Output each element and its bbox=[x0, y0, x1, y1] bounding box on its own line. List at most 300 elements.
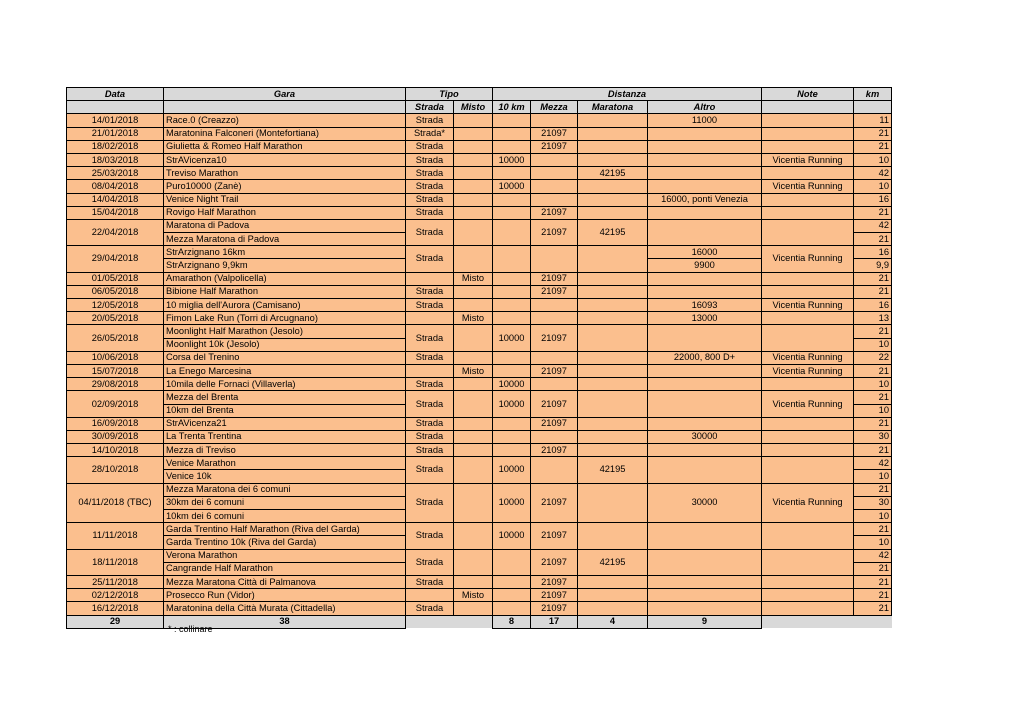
maratona-cell bbox=[578, 364, 648, 377]
note-cell bbox=[762, 127, 854, 140]
strada-cell: Strada bbox=[406, 193, 454, 206]
mezza-cell: 21097 bbox=[531, 391, 578, 417]
altro-cell bbox=[648, 575, 762, 588]
date-cell: 08/04/2018 bbox=[67, 180, 164, 193]
maratona-cell bbox=[578, 272, 648, 285]
km-cell: 10 bbox=[854, 536, 892, 549]
ten-km-cell bbox=[493, 444, 531, 457]
date-cell: 10/06/2018 bbox=[67, 351, 164, 364]
mezza-cell: 21097 bbox=[531, 549, 578, 575]
misto-cell bbox=[454, 549, 493, 575]
km-cell: 21 bbox=[854, 444, 892, 457]
note-cell bbox=[762, 312, 854, 325]
maratona-cell bbox=[578, 325, 648, 351]
misto-cell bbox=[454, 602, 493, 615]
table-row bbox=[67, 483, 892, 496]
km-cell: 42 bbox=[854, 167, 892, 180]
maratona-cell: 42195 bbox=[578, 457, 648, 483]
strada-cell: Strada bbox=[406, 602, 454, 615]
race-name-cell: 10 miglia dell'Aurora (Camisano) bbox=[164, 299, 406, 312]
race-name-cell: Fimon Lake Run (Torri di Arcugnano) bbox=[164, 312, 406, 325]
km-cell: 21 bbox=[854, 272, 892, 285]
misto-cell bbox=[454, 193, 493, 206]
race-name-cell: Garda Trentino 10k (Riva del Garda) bbox=[164, 536, 406, 549]
table-row bbox=[67, 299, 892, 312]
ten-km-cell bbox=[493, 219, 531, 245]
table-row bbox=[67, 219, 892, 232]
race-name-cell: Venice Night Trail bbox=[164, 193, 406, 206]
mezza-cell: 21097 bbox=[531, 364, 578, 377]
maratona-cell bbox=[578, 391, 648, 417]
misto-cell bbox=[454, 457, 493, 483]
mezza-cell bbox=[531, 351, 578, 364]
table-row bbox=[67, 206, 892, 219]
strada-cell: Strada bbox=[406, 114, 454, 127]
maratona-cell: 42195 bbox=[578, 167, 648, 180]
maratona-cell bbox=[578, 444, 648, 457]
strada-cell bbox=[406, 312, 454, 325]
note-cell: Vicentia Running bbox=[762, 391, 854, 417]
misto-cell bbox=[454, 167, 493, 180]
table-row bbox=[67, 127, 892, 140]
note-cell: Vicentia Running bbox=[762, 153, 854, 166]
table-row bbox=[67, 549, 892, 562]
maratona-cell bbox=[578, 575, 648, 588]
ten-km-cell: 10000 bbox=[493, 523, 531, 549]
table-row bbox=[67, 575, 892, 588]
altro-cell bbox=[648, 272, 762, 285]
ten-km-cell bbox=[493, 602, 531, 615]
strada-cell: Strada bbox=[406, 153, 454, 166]
km-cell: 22 bbox=[854, 351, 892, 364]
altro-cell: 11000 bbox=[648, 114, 762, 127]
header-tipo: Tipo bbox=[406, 88, 493, 101]
race-name-cell: Mezza Maratona Città di Palmanova bbox=[164, 575, 406, 588]
note-cell: Vicentia Running bbox=[762, 246, 854, 272]
misto-cell: Misto bbox=[454, 364, 493, 377]
table-row bbox=[67, 378, 892, 391]
note-cell bbox=[762, 549, 854, 575]
table-row bbox=[67, 285, 892, 298]
misto-cell bbox=[454, 246, 493, 272]
note-cell bbox=[762, 272, 854, 285]
km-cell: 21 bbox=[854, 325, 892, 338]
race-name-cell: Verona Marathon bbox=[164, 549, 406, 562]
note-cell bbox=[762, 575, 854, 588]
mezza-cell bbox=[531, 430, 578, 443]
misto-cell bbox=[454, 483, 493, 523]
km-cell: 30 bbox=[854, 496, 892, 509]
date-cell: 02/12/2018 bbox=[67, 589, 164, 602]
maratona-cell bbox=[578, 246, 648, 272]
km-cell: 21 bbox=[854, 483, 892, 496]
km-cell: 21 bbox=[854, 575, 892, 588]
race-name-cell: Venice 10k bbox=[164, 470, 406, 483]
maratona-cell bbox=[578, 351, 648, 364]
race-name-cell: Garda Trentino Half Marathon (Riva del Garda) bbox=[164, 523, 406, 536]
date-cell: 29/08/2018 bbox=[67, 378, 164, 391]
strada-cell: Strada bbox=[406, 549, 454, 575]
race-name-cell: Rovigo Half Marathon bbox=[164, 206, 406, 219]
note-cell: Vicentia Running bbox=[762, 364, 854, 377]
strada-cell: Strada bbox=[406, 575, 454, 588]
date-cell: 16/12/2018 bbox=[67, 602, 164, 615]
race-name-cell: Maratona di Padova bbox=[164, 219, 406, 232]
header-empty bbox=[854, 101, 892, 114]
maratona-cell bbox=[578, 589, 648, 602]
misto-cell bbox=[454, 127, 493, 140]
mezza-cell: 21097 bbox=[531, 602, 578, 615]
ten-km-cell bbox=[493, 430, 531, 443]
ten-km-cell bbox=[493, 285, 531, 298]
altro-cell: 22000, 800 D+ bbox=[648, 351, 762, 364]
header-km: km bbox=[854, 88, 892, 101]
header-mezza: Mezza bbox=[531, 101, 578, 114]
total-10km-count: 8 bbox=[493, 615, 531, 628]
strada-cell: Strada bbox=[406, 483, 454, 523]
maratona-cell bbox=[578, 378, 648, 391]
misto-cell bbox=[454, 417, 493, 430]
misto-cell bbox=[454, 351, 493, 364]
altro-cell bbox=[648, 285, 762, 298]
altro-cell bbox=[648, 391, 762, 417]
altro-cell: 16000 bbox=[648, 246, 762, 259]
misto-cell bbox=[454, 391, 493, 417]
km-cell: 9,9 bbox=[854, 259, 892, 272]
km-cell: 21 bbox=[854, 391, 892, 404]
date-cell: 21/01/2018 bbox=[67, 127, 164, 140]
mezza-cell bbox=[531, 246, 578, 272]
race-name-cell: Maratonina Falconeri (Montefortiana) bbox=[164, 127, 406, 140]
mezza-cell: 21097 bbox=[531, 575, 578, 588]
table-row bbox=[67, 523, 892, 536]
note-cell bbox=[762, 523, 854, 549]
race-name-cell: Cangrande Half Marathon bbox=[164, 562, 406, 575]
ten-km-cell bbox=[493, 206, 531, 219]
note-cell: Vicentia Running bbox=[762, 351, 854, 364]
race-name-cell: 10km del Brenta bbox=[164, 404, 406, 417]
date-cell: 04/11/2018 (TBC) bbox=[67, 483, 164, 523]
km-cell: 21 bbox=[854, 233, 892, 246]
date-cell: 22/04/2018 bbox=[67, 219, 164, 245]
km-cell: 21 bbox=[854, 417, 892, 430]
table-row bbox=[67, 325, 892, 338]
header-strada: Strada bbox=[406, 101, 454, 114]
race-name-cell: Mezza del Brenta bbox=[164, 391, 406, 404]
altro-cell bbox=[648, 219, 762, 245]
strada-cell: Strada bbox=[406, 523, 454, 549]
mezza-cell bbox=[531, 312, 578, 325]
ten-km-cell: 10000 bbox=[493, 483, 531, 523]
km-cell: 16 bbox=[854, 246, 892, 259]
altro-cell: 30000 bbox=[648, 483, 762, 523]
altro-cell bbox=[648, 127, 762, 140]
note-cell bbox=[762, 417, 854, 430]
header-data: Data bbox=[67, 88, 164, 101]
date-cell: 18/02/2018 bbox=[67, 140, 164, 153]
km-cell: 11 bbox=[854, 114, 892, 127]
mezza-cell bbox=[531, 167, 578, 180]
ten-km-cell: 10000 bbox=[493, 378, 531, 391]
maratona-cell bbox=[578, 180, 648, 193]
ten-km-cell: 10000 bbox=[493, 391, 531, 417]
header-note: Note bbox=[762, 88, 854, 101]
header-gara: Gara bbox=[164, 88, 406, 101]
header-10km: 10 km bbox=[493, 101, 531, 114]
maratona-cell bbox=[578, 193, 648, 206]
mezza-cell: 21097 bbox=[531, 523, 578, 549]
altro-cell bbox=[648, 325, 762, 351]
ten-km-cell: 10000 bbox=[493, 153, 531, 166]
km-cell: 42 bbox=[854, 219, 892, 232]
km-cell: 10 bbox=[854, 510, 892, 523]
race-name-cell: Venice Marathon bbox=[164, 457, 406, 470]
note-cell bbox=[762, 167, 854, 180]
table-row bbox=[67, 167, 892, 180]
mezza-cell: 21097 bbox=[531, 589, 578, 602]
misto-cell bbox=[454, 206, 493, 219]
ten-km-cell: 10000 bbox=[493, 457, 531, 483]
km-cell: 21 bbox=[854, 589, 892, 602]
note-cell bbox=[762, 219, 854, 245]
maratona-cell bbox=[578, 140, 648, 153]
date-cell: 14/01/2018 bbox=[67, 114, 164, 127]
ten-km-cell: 10000 bbox=[493, 325, 531, 351]
maratona-cell bbox=[578, 114, 648, 127]
ten-km-cell: 10000 bbox=[493, 180, 531, 193]
blank-cell bbox=[454, 615, 493, 628]
date-cell: 29/04/2018 bbox=[67, 246, 164, 272]
km-cell: 10 bbox=[854, 470, 892, 483]
strada-cell: Strada bbox=[406, 430, 454, 443]
km-cell: 21 bbox=[854, 140, 892, 153]
misto-cell bbox=[454, 444, 493, 457]
strada-cell: Strada bbox=[406, 378, 454, 391]
note-cell bbox=[762, 602, 854, 615]
race-name-cell: Amarathon (Valpolicella) bbox=[164, 272, 406, 285]
km-cell: 42 bbox=[854, 549, 892, 562]
strada-cell: Strada bbox=[406, 246, 454, 272]
altro-cell: 9900 bbox=[648, 259, 762, 272]
race-name-cell: Maratonina della Città Murata (Cittadella) bbox=[164, 602, 406, 615]
km-cell: 10 bbox=[854, 180, 892, 193]
mezza-cell bbox=[531, 180, 578, 193]
race-name-cell: 30km dei 6 comuni bbox=[164, 496, 406, 509]
note-cell bbox=[762, 457, 854, 483]
race-name-cell: Bibione Half Marathon bbox=[164, 285, 406, 298]
note-cell bbox=[762, 114, 854, 127]
note-cell bbox=[762, 378, 854, 391]
misto-cell bbox=[454, 153, 493, 166]
maratona-cell bbox=[578, 417, 648, 430]
strada-cell: Strada bbox=[406, 180, 454, 193]
altro-cell: 16093 bbox=[648, 299, 762, 312]
strada-cell: Strada bbox=[406, 167, 454, 180]
altro-cell bbox=[648, 153, 762, 166]
ten-km-cell bbox=[493, 549, 531, 575]
misto-cell bbox=[454, 378, 493, 391]
maratona-cell bbox=[578, 312, 648, 325]
header-misto: Misto bbox=[454, 101, 493, 114]
altro-cell bbox=[648, 457, 762, 483]
race-name-cell: Giulietta & Romeo Half Marathon bbox=[164, 140, 406, 153]
misto-cell bbox=[454, 325, 493, 351]
misto-cell bbox=[454, 299, 493, 312]
table-row bbox=[67, 180, 892, 193]
mezza-cell: 21097 bbox=[531, 285, 578, 298]
race-name-cell: 10km dei 6 comuni bbox=[164, 510, 406, 523]
misto-cell: Misto bbox=[454, 272, 493, 285]
date-cell: 28/10/2018 bbox=[67, 457, 164, 483]
note-cell bbox=[762, 444, 854, 457]
date-cell: 15/04/2018 bbox=[67, 206, 164, 219]
ten-km-cell bbox=[493, 351, 531, 364]
strada-cell bbox=[406, 589, 454, 602]
km-cell: 10 bbox=[854, 378, 892, 391]
km-cell: 16 bbox=[854, 193, 892, 206]
ten-km-cell bbox=[493, 272, 531, 285]
date-cell: 06/05/2018 bbox=[67, 285, 164, 298]
total-altro-count: 9 bbox=[648, 615, 762, 628]
table-row bbox=[67, 417, 892, 430]
mezza-cell: 21097 bbox=[531, 140, 578, 153]
mezza-cell: 21097 bbox=[531, 417, 578, 430]
altro-cell: 13000 bbox=[648, 312, 762, 325]
km-cell: 10 bbox=[854, 404, 892, 417]
mezza-cell: 21097 bbox=[531, 483, 578, 523]
altro-cell bbox=[648, 206, 762, 219]
altro-cell bbox=[648, 140, 762, 153]
mezza-cell: 21097 bbox=[531, 127, 578, 140]
altro-cell bbox=[648, 444, 762, 457]
header-row-1 bbox=[67, 88, 892, 101]
race-name-cell: Moonlight Half Marathon (Jesolo) bbox=[164, 325, 406, 338]
race-name-cell: La Trenta Trentina bbox=[164, 430, 406, 443]
ten-km-cell bbox=[493, 140, 531, 153]
total-maratona-count: 4 bbox=[578, 615, 648, 628]
strada-cell: Strada bbox=[406, 206, 454, 219]
date-cell: 14/04/2018 bbox=[67, 193, 164, 206]
strada-cell bbox=[406, 272, 454, 285]
table-row bbox=[67, 153, 892, 166]
race-name-cell: Mezza Maratona dei 6 comuni bbox=[164, 483, 406, 496]
date-cell: 20/05/2018 bbox=[67, 312, 164, 325]
km-cell: 21 bbox=[854, 602, 892, 615]
table-row bbox=[67, 444, 892, 457]
strada-cell: Strada bbox=[406, 417, 454, 430]
race-name-cell: Mezza Maratona di Padova bbox=[164, 233, 406, 246]
note-cell bbox=[762, 589, 854, 602]
total-race-count: 38 bbox=[164, 615, 406, 628]
table-row bbox=[67, 602, 892, 615]
strada-cell: Strada bbox=[406, 391, 454, 417]
total-mezza-count: 17 bbox=[531, 615, 578, 628]
race-name-cell: Moonlight 10k (Jesolo) bbox=[164, 338, 406, 351]
race-name-cell: Puro10000 (Zanè) bbox=[164, 180, 406, 193]
race-name-cell: Treviso Marathon bbox=[164, 167, 406, 180]
maratona-cell bbox=[578, 127, 648, 140]
table-row bbox=[67, 140, 892, 153]
date-cell: 30/09/2018 bbox=[67, 430, 164, 443]
date-cell: 01/05/2018 bbox=[67, 272, 164, 285]
header-maratona: Maratona bbox=[578, 101, 648, 114]
mezza-cell: 21097 bbox=[531, 206, 578, 219]
ten-km-cell bbox=[493, 312, 531, 325]
table-row bbox=[67, 589, 892, 602]
strada-cell: Strada bbox=[406, 219, 454, 245]
maratona-cell bbox=[578, 523, 648, 549]
race-name-cell: Prosecco Run (Vidor) bbox=[164, 589, 406, 602]
table-row bbox=[67, 193, 892, 206]
date-cell: 25/03/2018 bbox=[67, 167, 164, 180]
maratona-cell bbox=[578, 206, 648, 219]
mezza-cell bbox=[531, 457, 578, 483]
km-cell: 21 bbox=[854, 562, 892, 575]
race-name-cell: StrAVicenza21 bbox=[164, 417, 406, 430]
km-cell: 10 bbox=[854, 153, 892, 166]
strada-cell: Strada bbox=[406, 285, 454, 298]
mezza-cell bbox=[531, 153, 578, 166]
strada-cell bbox=[406, 364, 454, 377]
date-cell: 02/09/2018 bbox=[67, 391, 164, 417]
maratona-cell bbox=[578, 153, 648, 166]
date-cell: 12/05/2018 bbox=[67, 299, 164, 312]
table-row bbox=[67, 312, 892, 325]
misto-cell bbox=[454, 430, 493, 443]
races-table bbox=[66, 87, 892, 629]
km-cell: 30 bbox=[854, 430, 892, 443]
km-cell: 16 bbox=[854, 299, 892, 312]
km-cell: 21 bbox=[854, 364, 892, 377]
misto-cell bbox=[454, 114, 493, 127]
strada-cell: Strada bbox=[406, 351, 454, 364]
km-cell: 10 bbox=[854, 338, 892, 351]
altro-cell bbox=[648, 364, 762, 377]
misto-cell bbox=[454, 285, 493, 298]
km-cell: 21 bbox=[854, 523, 892, 536]
mezza-cell: 21097 bbox=[531, 272, 578, 285]
strada-cell: Strada bbox=[406, 299, 454, 312]
altro-cell bbox=[648, 589, 762, 602]
altro-cell bbox=[648, 602, 762, 615]
strada-cell: Strada bbox=[406, 140, 454, 153]
mezza-cell bbox=[531, 193, 578, 206]
misto-cell bbox=[454, 523, 493, 549]
maratona-cell bbox=[578, 285, 648, 298]
race-name-cell: Race.0 (Creazzo) bbox=[164, 114, 406, 127]
ten-km-cell bbox=[493, 589, 531, 602]
altro-cell bbox=[648, 523, 762, 549]
date-cell: 11/11/2018 bbox=[67, 523, 164, 549]
race-name-cell: Mezza di Treviso bbox=[164, 444, 406, 457]
ten-km-cell bbox=[493, 299, 531, 312]
header-empty bbox=[67, 101, 164, 114]
ten-km-cell bbox=[493, 246, 531, 272]
header-empty bbox=[762, 101, 854, 114]
note-cell bbox=[762, 140, 854, 153]
table-row bbox=[67, 246, 892, 259]
misto-cell bbox=[454, 140, 493, 153]
date-cell: 18/03/2018 bbox=[67, 153, 164, 166]
maratona-cell bbox=[578, 483, 648, 523]
table-row bbox=[67, 457, 892, 470]
ten-km-cell bbox=[493, 364, 531, 377]
date-cell: 26/05/2018 bbox=[67, 325, 164, 351]
date-cell: 25/11/2018 bbox=[67, 575, 164, 588]
strada-cell: Strada* bbox=[406, 127, 454, 140]
race-name-cell: StrAVicenza10 bbox=[164, 153, 406, 166]
race-name-cell: La Enego Marcesina bbox=[164, 364, 406, 377]
